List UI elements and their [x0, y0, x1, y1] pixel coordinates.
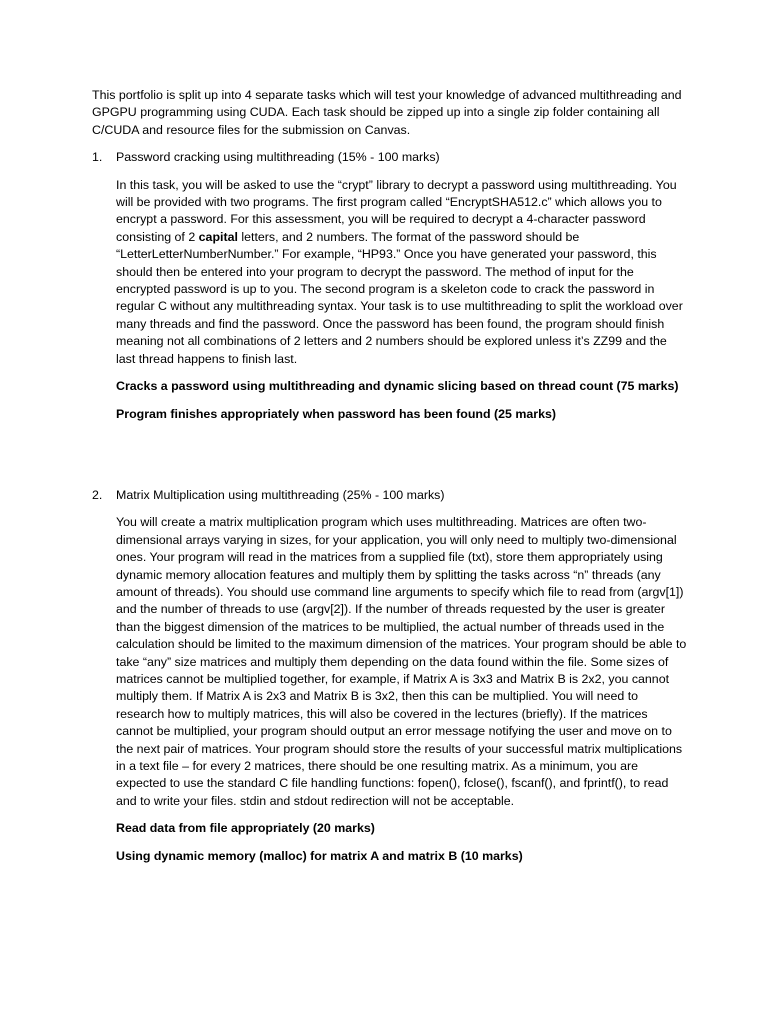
task-2-heading: [92, 487, 688, 504]
intro-paragraph: This portfolio is split up into 4 separate tasks which will test your knowledge of advanced multithreading and GPGPU programming using CUDA. Each task should be zipped up into a single zip folder containing all C/CUDA and resource files for the submission on Canvas.: [92, 88, 682, 137]
task-1-description-part-2: letters, and 2 numbers. The format of the password should be “LetterLetterNumberNumber.” For example, “HP93.” Once you have generated your password, this should then be entered into your program to decrypt the password. The method of input for the encrypted password is up to you. The second program is a skeleton code to crack the password in regular C without any multithreading syntax. Your task is to use multithreading to split the workload over many threads and find the password. Once the password has been found, the program should finish meaning not all combinations of 2 letters and 2 numbers should be explored unless it’s ZZ99 and the last thread happens to finish last.: [116, 229, 683, 366]
task-1-description-bold: capital: [198, 229, 238, 244]
task-1: [92, 149, 688, 423]
task-1-heading: [92, 149, 688, 166]
task-2-criterion-1: Read data from file appropriately (20 marks): [116, 821, 375, 836]
task-2-title: Matrix Multiplication using multithreading (25% - 100 marks): [116, 487, 445, 502]
task-2-criterion-2: Using dynamic memory (malloc) for matrix A and matrix B (10 marks): [116, 848, 523, 863]
task-2-body: [92, 514, 688, 865]
task-1-description-part-1: In this task, you will be asked to use the “crypt” library to decrypt a password using multithreading. You will be provided with two programs. The first program called “EncryptSHA512.c” which allows you to encrypt a password. For this assessment, you will be required to decrypt a 4-character password consisting of 2: [116, 177, 677, 244]
task-1-number: 1.: [92, 150, 103, 165]
task-1-title: Password cracking using multithreading (15% - 100 marks): [116, 150, 440, 165]
task-2: [92, 487, 688, 865]
task-2-description: You will create a matrix multiplication program which uses multithreading. Matrices are often two-dimensional arrays varying in sizes, for your application, you will only need to multiply two-dimensional ones. Your program will read in the matrices from a supplied file (txt), store them appropriately using dynamic memory allocation features and multiply them by splitting the tasks across “n” threads (any amount of threads). You should use command line arguments to specify which file to read from (argv[1]) and the number of threads to use (argv[2]). If the number of threads requested by the user is greater than the biggest dimension of the matrices to be multiplied, the actual number of threads used in the calculation should be limited to the maximum dimension of the matrices. Your program should be able to take “any” size matrices and multiply them depending on the data found within the file. Some sizes of matrices cannot be multiplied together, for example, if Matrix A is 3x3 and Matrix B is 2x2, you cannot multiply them. If Matrix A is 2x3 and Matrix B is 3x2, then this can be multiplied. You will need to research how to multiply matrices, this will also be covered in the lectures (briefly). If the matrices cannot be multiplied, your program should output an error message notifying the user and move on to the next pair of matrices. Your program should store the results of your successful matrix multiplications in a text file – for every 2 matrices, there should be one resulting matrix. As a minimum, you are expected to use the standard C file handling functions: fopen(), fclose(), fscanf(), and fprintf(), to read and to write your files. stdin and stdout redirection will not be acceptable.: [116, 515, 687, 808]
task-1-description: [116, 177, 688, 368]
task-1-body: [92, 177, 688, 423]
task-spacer: [92, 433, 688, 487]
task-1-criterion-2: Program finishes appropriately when password has been found (25 marks): [116, 406, 556, 421]
task-2-number: 2.: [92, 487, 103, 502]
task-1-criterion-1: Cracks a password using multithreading and dynamic slicing based on thread count (75 marks): [116, 379, 679, 394]
